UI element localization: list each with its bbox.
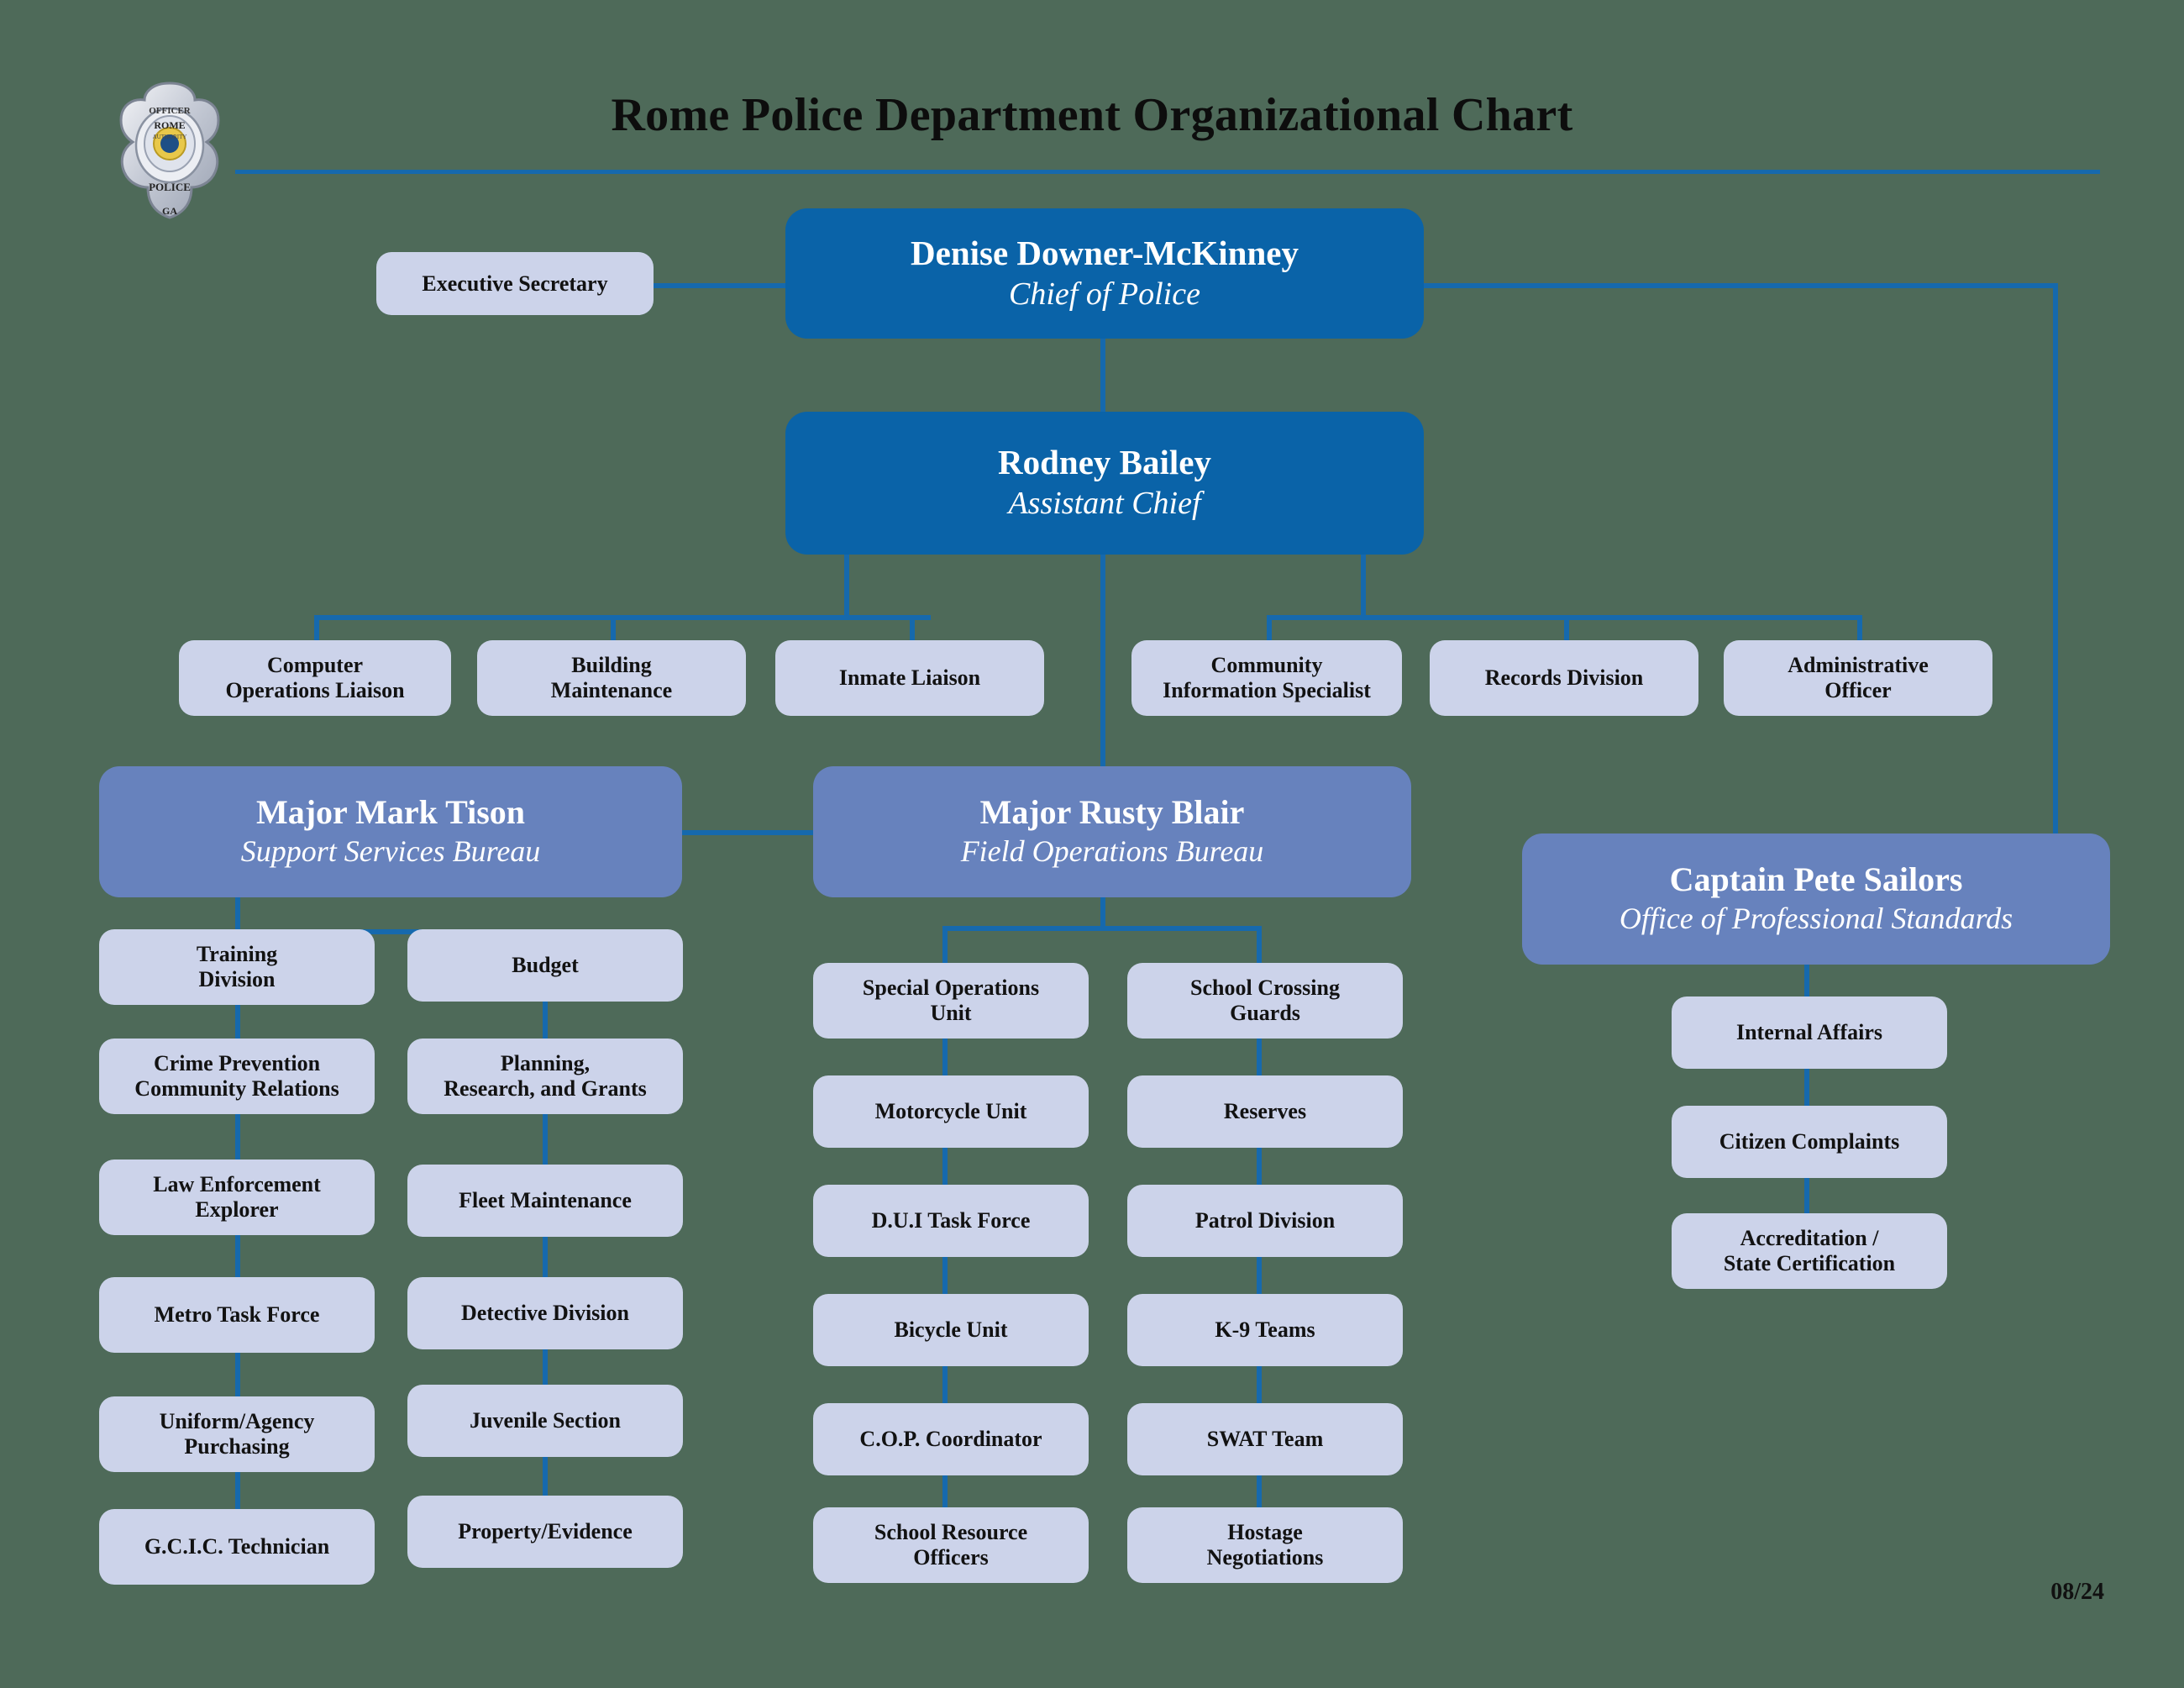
node-assistant-chief[interactable] — [785, 412, 1424, 555]
node-gcic-technician[interactable] — [99, 1509, 375, 1585]
node-k9-teams[interactable] — [1127, 1294, 1403, 1366]
svg-text:ROME: ROME — [154, 119, 186, 131]
unit-line-1: Fleet Maintenance — [459, 1188, 632, 1213]
node-fleet-maintenance[interactable] — [407, 1165, 683, 1237]
node-computer-operations-liaison[interactable] — [179, 640, 451, 716]
node-school-resource-officers[interactable] — [813, 1507, 1089, 1583]
unit-line-1: Accreditation / — [1740, 1226, 1879, 1251]
unit-line-2: Community Relations — [134, 1076, 339, 1101]
connector-asst-left-bus — [314, 615, 931, 620]
unit-line-1: Records Division — [1484, 665, 1644, 691]
connector-unit-admin — [1857, 615, 1862, 640]
connector-unit-inmate — [910, 615, 915, 640]
node-accreditation-state-certification[interactable] — [1672, 1213, 1947, 1289]
unit-line-1: Community — [1210, 653, 1323, 678]
node-community-information-specialist[interactable] — [1131, 640, 1402, 716]
svg-text:POLICE: POLICE — [149, 181, 191, 193]
unit-line-1: C.O.P. Coordinator — [859, 1427, 1042, 1452]
unit-line-1: School Resource — [874, 1520, 1028, 1545]
connector-exec-secretary — [654, 283, 788, 288]
node-cop-coordinator[interactable] — [813, 1403, 1089, 1475]
connector-tison-trunk — [235, 897, 240, 933]
unit-line-1: Property/Evidence — [458, 1519, 633, 1544]
unit-line-1: Budget — [512, 953, 579, 978]
title-divider — [235, 170, 2100, 174]
unit-line-1: Hostage — [1227, 1520, 1303, 1545]
node-swat-team[interactable] — [1127, 1403, 1403, 1475]
node-executive-secretary[interactable] — [376, 252, 654, 315]
unit-line-2: Research, and Grants — [444, 1076, 647, 1101]
connector-unit-building — [611, 615, 616, 640]
node-detective-division[interactable] — [407, 1277, 683, 1349]
unit-line-1: Special Operations — [862, 975, 1040, 1001]
node-training-division[interactable] — [99, 929, 375, 1005]
connector-chief-ops-h — [1420, 283, 2058, 288]
unit-line-1: SWAT Team — [1206, 1427, 1324, 1452]
node-uniform-agency-purchasing[interactable] — [99, 1396, 375, 1472]
connector-unit-records — [1564, 615, 1569, 640]
professional-standards-role: Office of Professional Standards — [1619, 902, 2013, 936]
node-juvenile-section[interactable] — [407, 1385, 683, 1457]
node-dui-task-force[interactable] — [813, 1185, 1089, 1257]
unit-line-1: Law Enforcement — [153, 1172, 321, 1197]
node-inmate-liaison[interactable] — [775, 640, 1044, 716]
node-bicycle-unit[interactable] — [813, 1294, 1089, 1366]
assistant-chief-role: Assistant Chief — [1008, 486, 1201, 522]
connector-asst-right-drop — [1361, 550, 1366, 618]
svg-text:OFFICER: OFFICER — [149, 106, 191, 116]
node-patrol-division[interactable] — [1127, 1185, 1403, 1257]
page-title: Rome Police Department Organizational Chart — [611, 89, 1573, 141]
unit-line-2: Explorer — [195, 1197, 279, 1222]
field-ops-role: Field Operations Bureau — [960, 834, 1264, 869]
node-hostage-negotiations[interactable] — [1127, 1507, 1403, 1583]
executive-secretary-label: Executive Secretary — [422, 271, 608, 296]
unit-line-2: Officer — [1824, 678, 1892, 702]
unit-line-1: Detective Division — [460, 1301, 629, 1326]
unit-line-1: K-9 Teams — [1215, 1317, 1315, 1343]
connector-chief-assistant — [1100, 336, 1105, 412]
unit-line-2: Maintenance — [550, 678, 673, 702]
unit-line-1: D.U.I Task Force — [871, 1208, 1031, 1233]
node-reserves[interactable] — [1127, 1075, 1403, 1148]
node-motorcycle-unit[interactable] — [813, 1075, 1089, 1148]
chief-role: Chief of Police — [1009, 276, 1200, 312]
chief-name: Denise Downer-McKinney — [911, 233, 1299, 272]
svg-text:AUTHORITY: AUTHORITY — [152, 134, 187, 140]
unit-line-2: Purchasing — [184, 1434, 290, 1459]
unit-line-2: State Certification — [1723, 1251, 1896, 1275]
svg-text:GA: GA — [162, 205, 177, 217]
unit-line-2: Officers — [913, 1545, 989, 1570]
node-property-evidence[interactable] — [407, 1496, 683, 1568]
connector-blair-bus — [942, 926, 1260, 931]
node-budget[interactable] — [407, 929, 683, 1002]
connector-unit-computer — [314, 615, 319, 640]
unit-line-1: G.C.I.C. Technician — [144, 1534, 330, 1559]
unit-line-2: Unit — [930, 1001, 972, 1025]
node-citizen-complaints[interactable] — [1672, 1106, 1947, 1178]
node-school-crossing-guards[interactable] — [1127, 963, 1403, 1039]
unit-line-1: Training — [196, 942, 278, 967]
unit-line-1: School Crossing — [1190, 975, 1340, 1001]
assistant-chief-name: Rodney Bailey — [998, 443, 1211, 482]
unit-line-1: Juvenile Section — [470, 1408, 621, 1433]
node-support-services-bureau[interactable] — [99, 766, 682, 897]
connector-chief-ops-v — [2053, 283, 2058, 863]
unit-line-1: Administrative — [1788, 653, 1929, 678]
node-professional-standards[interactable] — [1522, 833, 2110, 965]
connector-bureaus — [682, 830, 816, 835]
unit-line-1: Computer — [266, 653, 364, 678]
support-services-name: Major Mark Tison — [255, 793, 526, 832]
date-stamp: 08/24 — [2050, 1579, 2104, 1605]
unit-line-1: Motorcycle Unit — [874, 1099, 1027, 1124]
unit-line-1: Inmate Liaison — [838, 665, 981, 691]
connector-blair-trunk — [1100, 897, 1105, 929]
field-ops-name: Major Rusty Blair — [979, 793, 1245, 832]
unit-line-1: Building — [571, 653, 652, 678]
node-crime-prevention-community-relations[interactable] — [99, 1039, 375, 1114]
unit-line-2: Division — [198, 967, 276, 991]
professional-standards-name: Captain Pete Sailors — [1669, 860, 1963, 899]
node-administrative-officer[interactable] — [1724, 640, 1992, 716]
unit-line-1: Crime Prevention — [153, 1051, 321, 1076]
node-law-enforcement-explorer[interactable] — [99, 1160, 375, 1235]
node-chief-of-police[interactable] — [785, 208, 1424, 339]
unit-line-2: Operations Liaison — [225, 678, 405, 702]
unit-line-1: Reserves — [1223, 1099, 1307, 1124]
unit-line-1: Citizen Complaints — [1719, 1129, 1900, 1154]
node-internal-affairs[interactable] — [1672, 996, 1947, 1069]
unit-line-1: Patrol Division — [1194, 1208, 1336, 1233]
node-metro-task-force[interactable] — [99, 1277, 375, 1353]
node-planning-research-grants[interactable] — [407, 1039, 683, 1114]
support-services-role: Support Services Bureau — [240, 834, 541, 869]
connector-asst-left-drop — [844, 550, 849, 618]
node-field-operations-bureau[interactable] — [813, 766, 1411, 897]
connector-asst-right-bus — [1267, 615, 1860, 620]
node-special-operations-unit[interactable] — [813, 963, 1089, 1039]
unit-line-1: Metro Task Force — [154, 1302, 320, 1328]
unit-line-2: Guards — [1230, 1001, 1300, 1025]
unit-line-1: Planning, — [500, 1051, 591, 1076]
unit-line-1: Uniform/Agency — [159, 1409, 315, 1434]
unit-line-2: Negotiations — [1206, 1545, 1324, 1570]
node-building-maintenance[interactable] — [477, 640, 746, 716]
unit-line-1: Bicycle Unit — [894, 1317, 1008, 1343]
unit-line-2: Information Specialist — [1163, 678, 1371, 702]
node-records-division[interactable] — [1430, 640, 1698, 716]
connector-unit-community — [1267, 615, 1272, 640]
unit-line-1: Internal Affairs — [1735, 1020, 1883, 1045]
